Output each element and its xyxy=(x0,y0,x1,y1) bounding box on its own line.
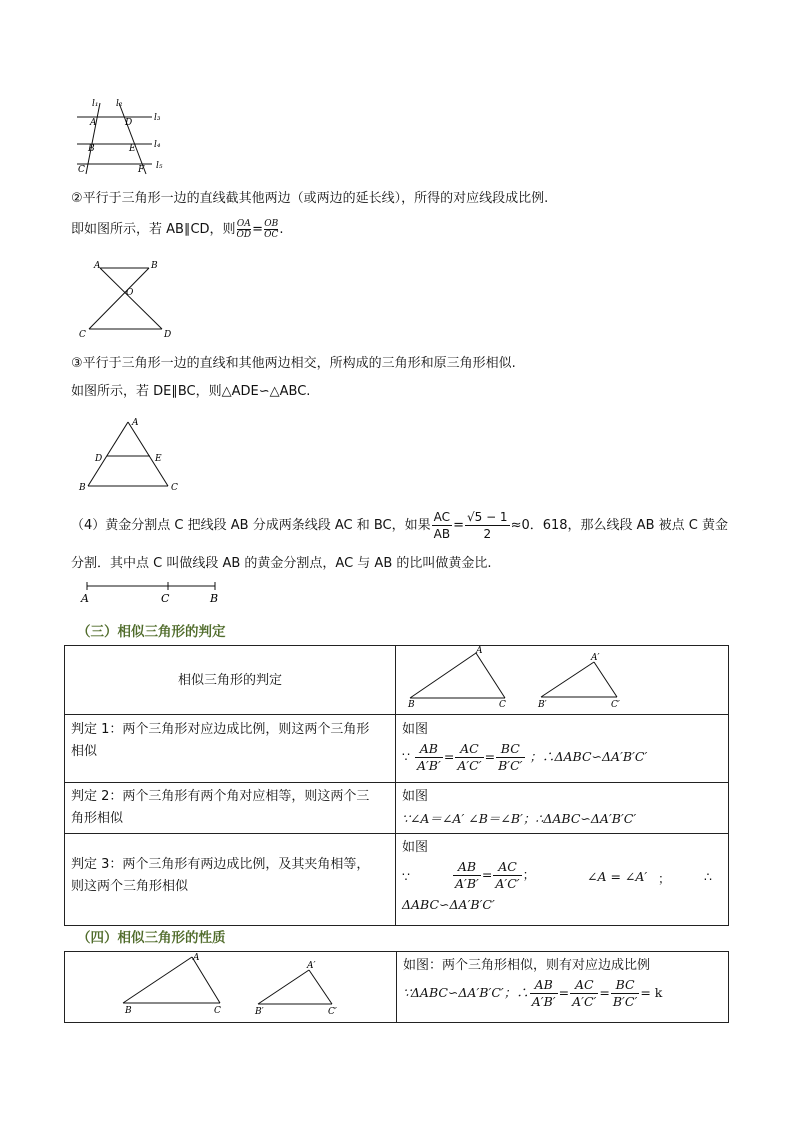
label-B: B xyxy=(210,592,219,605)
label-l5: l₅ xyxy=(156,161,163,171)
fraction-golden: $\frac{√5 - 1}{2}$ xyxy=(466,510,508,541)
label-A: A xyxy=(476,646,483,656)
criterion2-text-line2: 角形相似 xyxy=(71,811,124,826)
label-A: A xyxy=(81,592,89,605)
item2-pre: 即如图所示，若 AB∥CD，则 xyxy=(71,222,236,237)
criteria-triangles xyxy=(396,646,726,710)
property-formula: ∵ΔABC∽ΔA′B′C′；∴ $\frac{AB}{A'B'}$ = $\frac{AC}{A'C'}$ = $\frac{BC}{B'C'}$ = k xyxy=(402,977,663,1009)
properties-table xyxy=(64,951,729,1023)
golden-segment-figure xyxy=(78,578,228,606)
item4-line1: （4）黄金分割点 C 把线段 AB 分成两条线段 AC 和 BC，如果 $\frac{AC}{AB}$ = $\frac{√5 - 1}{2}$ ≈0．618，那么线段 AB 被点 C 黄金 xyxy=(71,510,728,541)
label-A: A xyxy=(193,953,200,963)
fraction-ob-oc: $\frac{OB}{OC}$ xyxy=(264,219,279,240)
label-A: A xyxy=(132,418,139,428)
label-D: D xyxy=(164,330,172,340)
fraction-ac-ab: $\frac{AC}{AB}$ xyxy=(433,510,451,541)
label-B: B xyxy=(79,483,86,493)
label-B: B xyxy=(125,1006,132,1016)
label-A: A xyxy=(94,261,101,271)
fraction-oa-od: $\frac{OA}{OD}$ xyxy=(236,219,252,240)
label-C: C xyxy=(161,592,170,605)
item3-line2: 如图所示，若 DE∥BC，则△ADE∽△ABC. xyxy=(71,384,311,399)
label-F: F xyxy=(138,165,145,175)
item2-line2: 即如图所示，若 AB∥CD，则 $\frac{OA}{OD}$ = $\frac{OB}{OC}$ . xyxy=(71,219,284,240)
property-text: 如图：两个三角形相似，则有对应边成比例 xyxy=(402,958,650,973)
label-B: B xyxy=(151,261,158,271)
table-header: 相似三角形的判定 xyxy=(177,672,282,688)
criterion3-conclusion: ΔABC∽ΔA′B′C′ xyxy=(402,897,495,912)
label-l4: l₄ xyxy=(154,140,161,150)
section4-title: （四）相似三角形的性质 xyxy=(77,930,226,946)
label-C: C xyxy=(78,165,85,175)
label-B: B xyxy=(88,144,95,154)
label-C-prime: C′ xyxy=(328,1007,337,1017)
label-E: E xyxy=(129,144,136,154)
label-A: A xyxy=(90,118,97,128)
criteria-table xyxy=(64,645,729,926)
criterion3-fig-label: 如图 xyxy=(402,840,429,855)
item2-line1: ②平行于三角形一边的直线截其他两边（或两边的延长线），所得的对应线段成比例. xyxy=(71,191,549,206)
criterion1-text-line1: 判定 1：两个三角形对应边成比例，则这两个三角形 xyxy=(71,722,370,737)
label-l1: l₁ xyxy=(92,99,99,109)
item4-line2: 分割．其中点 C 叫做线段 AB 的黄金分割点，AC 与 AB 的比叫做黄金比. xyxy=(71,556,492,571)
triangle-de-bc-figure xyxy=(76,413,186,495)
label-B: B xyxy=(408,700,415,710)
criterion3-text-line1: 判定 3：两个三角形有两边成比例，及其夹角相等， xyxy=(71,857,370,872)
parallel-lines-figure xyxy=(72,98,172,178)
label-B-prime: B′ xyxy=(538,700,547,710)
criterion2-formula: ∵∠A＝∠A′ ∠B＝∠B′；∴ΔABC∽ΔA′B′C′ xyxy=(402,811,637,826)
criterion3-text-line2: 则这两个三角形相似 xyxy=(71,879,189,894)
label-A-prime: A′ xyxy=(591,653,600,663)
label-C-prime: C′ xyxy=(611,700,620,710)
criterion2-fig-label: 如图 xyxy=(402,789,429,804)
label-A-prime: A′ xyxy=(307,961,316,971)
section3-title: （三）相似三角形的判定 xyxy=(77,624,226,640)
label-C: C xyxy=(79,330,86,340)
criterion1-formula: ∵ $\frac{AB}{A'B'}$ = $\frac{AC}{A'C'}$ = $\frac{BC}{B'C'}$ ；∴ΔABC∽ΔA′B′C′ xyxy=(402,741,648,773)
label-C: C xyxy=(214,1006,221,1016)
label-D: D xyxy=(95,454,103,464)
criterion3-formula: ∵ $\frac{AB}{A'B'}$ = $\frac{AC}{A'C'}$ ； ∠A = ∠A′ ； ∴ xyxy=(402,859,712,891)
label-l3: l₃ xyxy=(154,113,161,123)
label-O: O xyxy=(126,288,134,298)
label-B-prime: B′ xyxy=(255,1007,264,1017)
hourglass-figure xyxy=(76,258,186,340)
label-C: C xyxy=(171,483,178,493)
label-D: D xyxy=(125,118,133,128)
criterion2-text-line1: 判定 2：两个三角形有两个角对应相等，则这两个三 xyxy=(71,789,370,804)
criterion1-text-line2: 相似 xyxy=(71,744,98,759)
label-l2: l₂ xyxy=(116,99,123,109)
label-E: E xyxy=(155,454,162,464)
label-C: C xyxy=(499,700,506,710)
item3-line1: ③平行于三角形一边的直线和其他两边相交，所构成的三角形和原三角形相似. xyxy=(71,356,516,371)
criterion1-fig-label: 如图 xyxy=(402,722,429,737)
properties-triangles xyxy=(65,952,395,1018)
